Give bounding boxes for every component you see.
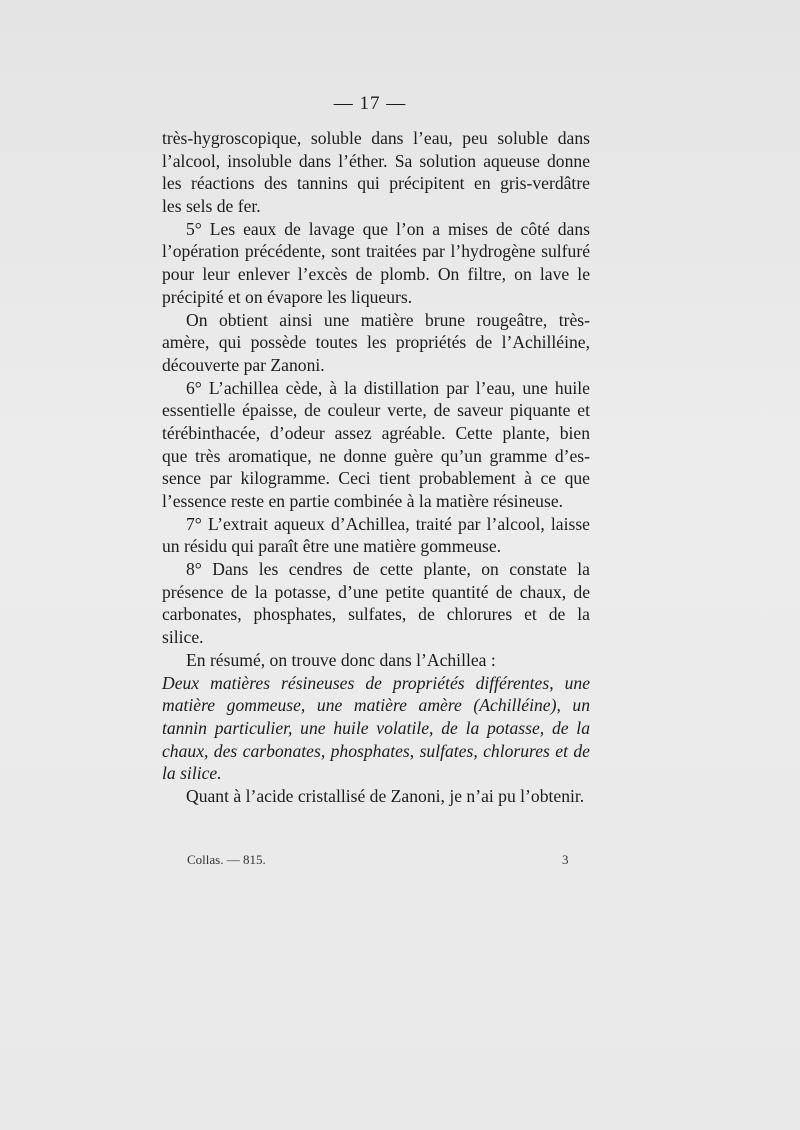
text-line: térébinthacée, d’odeur assez agréable. Cette plante, bien xyxy=(162,422,590,443)
text-line: En résumé, on trouve donc dans l’Achillea : xyxy=(186,649,496,670)
text-line: Quant à l’acide cristallisé de Zanoni, je n’ai pu l’obtenir. xyxy=(186,785,585,806)
text-line: silice. xyxy=(162,627,204,648)
page-number: — 17 — xyxy=(333,93,407,114)
text-line: 7° L’extrait aqueux d’Achillea, traité par l’alcool, laisse xyxy=(186,513,590,534)
signature-mark: 3 xyxy=(562,852,569,867)
text-line: carbonates, phosphates, sulfates, de chlorures et de la xyxy=(162,604,590,625)
text-line: essentielle épaisse, de couleur verte, de saveur piquante et xyxy=(162,400,590,421)
text-line: l’alcool, insoluble dans l’éther. Sa solution aqueuse donne xyxy=(162,150,590,171)
text-line: pour leur enlever l’excès de plomb. On filtre, on lave le xyxy=(162,264,590,285)
text-line: un résidu qui paraît être une matière gommeuse. xyxy=(162,536,502,557)
printer-signature: Collas. — 815. xyxy=(187,852,266,867)
text-line: l’essence reste en partie combinée à la matière résineuse. xyxy=(162,491,564,511)
summary-line: matière gommeuse, une matière amère (Achilléine), un xyxy=(162,695,590,716)
text-line: présence de la potasse, d’une petite quantité de chaux, de xyxy=(162,581,590,602)
summary-line: tannin particulier, une huile volatile, de la potasse, de la xyxy=(162,717,590,738)
text-line: 5° Les eaux de lavage que l’on a mises de côté dans xyxy=(186,218,590,239)
body-text xyxy=(162,127,590,808)
summary-line: chaux, des carbonates, phosphates, sulfates, chlorures et de xyxy=(162,740,590,761)
text-line: que très aromatique, ne donne guère qu’un gramme d’es- xyxy=(162,445,590,466)
summary-line: Deux matières résineuses de propriétés différentes, une xyxy=(162,672,590,693)
text-line: amère, qui possède toutes les propriétés de l’Achilléine, xyxy=(162,332,590,353)
text-line: sence par kilogramme. Ceci tient probablement à ce que xyxy=(162,468,590,489)
text-line: l’opération précédente, sont traitées par l’hydrogène sulfuré xyxy=(162,241,590,262)
summary-line: la silice. xyxy=(162,763,222,784)
text-line: découverte par Zanoni. xyxy=(162,354,325,375)
text-line: 6° L’achillea cède, à la distillation par l’eau, une huile xyxy=(186,377,590,398)
text-line: précipité et on évapore les liqueurs. xyxy=(162,286,413,307)
text-line: On obtient ainsi une matière brune rougeâtre, très- xyxy=(186,309,590,330)
text-line: très-hygroscopique, soluble dans l’eau, peu soluble dans xyxy=(162,128,590,148)
text-line: les réactions des tannins qui précipitent en gris-verdâtre xyxy=(162,173,590,194)
text-line: 8° Dans les cendres de cette plante, on constate la xyxy=(186,559,590,580)
text-line: les sels de fer. xyxy=(162,196,261,217)
